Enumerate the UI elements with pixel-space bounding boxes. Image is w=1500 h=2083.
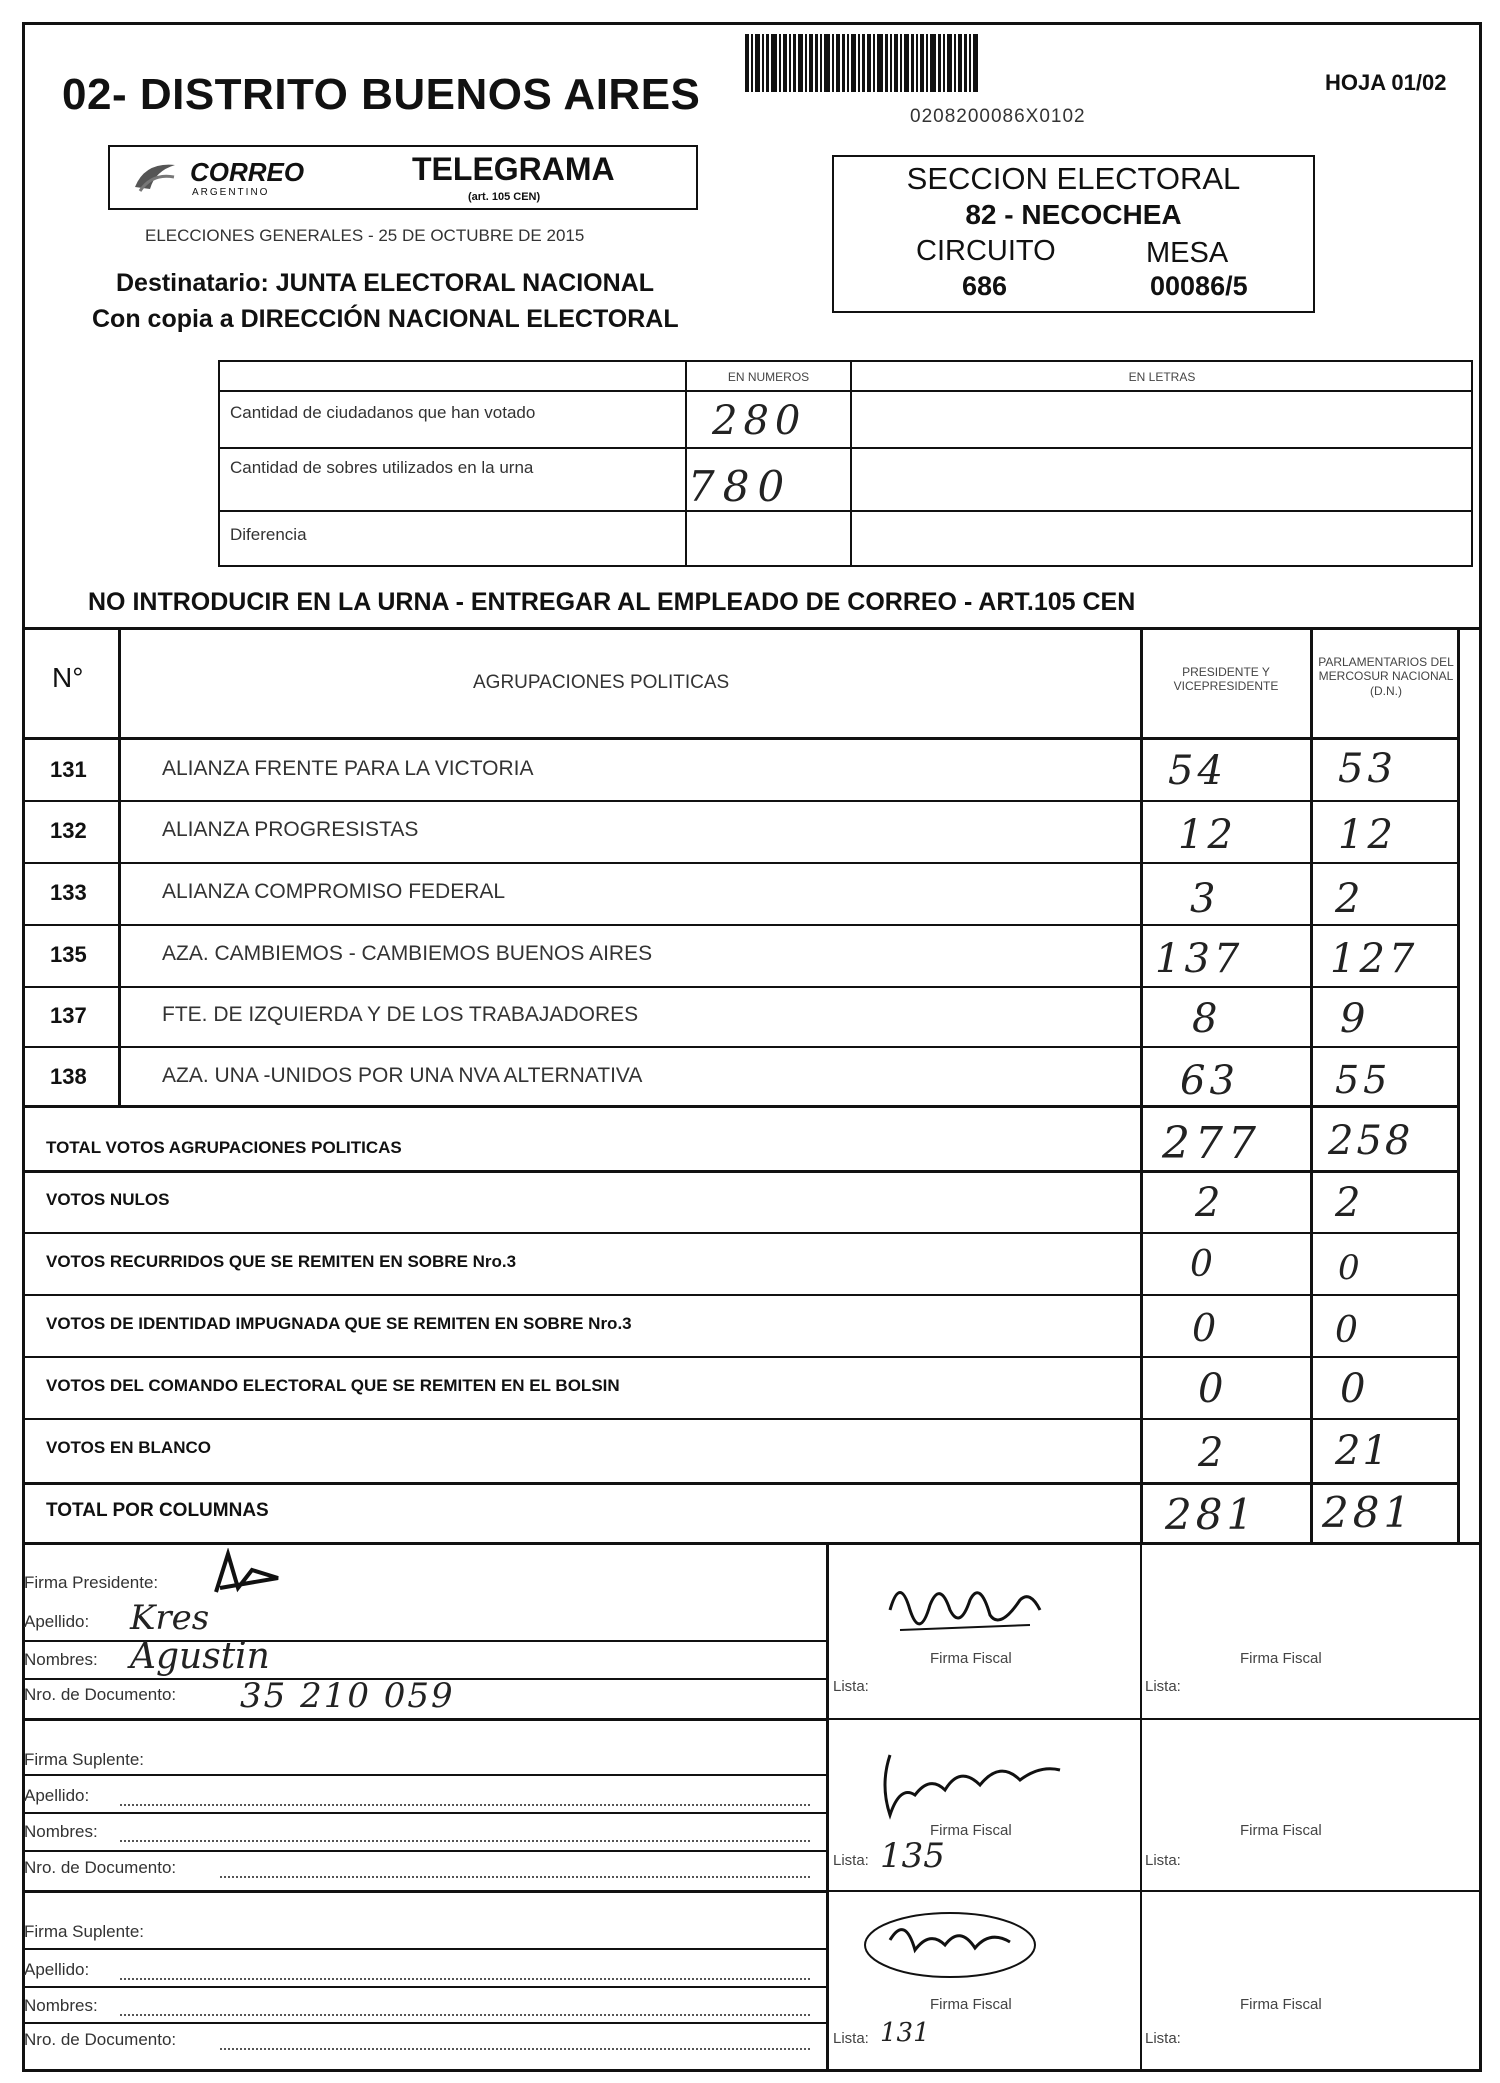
barcode-number: 0208200086X0102	[910, 106, 1086, 127]
elections-date: ELECCIONES GENERALES - 25 DE OCTUBRE DE 2015	[145, 226, 585, 245]
fiscal-signature	[880, 1570, 1050, 1650]
col-num: N°	[52, 662, 84, 693]
party-number: 131	[50, 757, 87, 782]
party-number: 135	[50, 942, 87, 967]
party-number: 133	[50, 880, 87, 905]
party-name: ALIANZA PROGRESISTAS	[162, 818, 419, 841]
apellido-label: Apellido:	[24, 1960, 90, 1979]
fiscal-label: Firma Fiscal	[1240, 1822, 1322, 1839]
summary-parl: 0	[1335, 1310, 1358, 1351]
correo-label: CORREO	[190, 157, 305, 187]
section-label: SECCION ELECTORAL	[906, 161, 1241, 196]
party-name: ALIANZA COMPROMISO FEDERAL	[162, 880, 506, 903]
fiscal-signature	[870, 1745, 1070, 1825]
nombres-label: Nombres:	[24, 1996, 98, 2015]
summary-label: VOTOS RECURRIDOS QUE SE REMITEN EN SOBRE Nro.3	[46, 1252, 517, 1271]
party-pres-votes: 63	[1180, 1058, 1239, 1104]
fiscal-label: Firma Fiscal	[930, 1822, 1012, 1839]
lista-label: Lista:	[1145, 2030, 1181, 2047]
lista-value: 131	[880, 2018, 930, 2048]
copy-recipient: Con copia a DIRECCIÓN NACIONAL ELECTORAL	[92, 305, 679, 333]
summary-pres: 0	[1190, 1244, 1213, 1285]
summary-label: VOTOS EN BLANCO	[46, 1438, 211, 1457]
president-signature	[208, 1548, 288, 1598]
firma-suplente-label: Firma Suplente:	[24, 1750, 144, 1769]
summary-parl: 0	[1338, 1248, 1360, 1288]
nombres-value: Agustin	[130, 1636, 270, 1677]
count-number-voters: 280	[712, 398, 807, 444]
lista-label: Lista:	[833, 1678, 869, 1695]
warning-text: NO INTRODUCIR EN LA URNA - ENTREGAR AL EMPLEADO DE CORREO - ART.105 CEN	[88, 588, 1136, 616]
nombres-label: Nombres:	[24, 1650, 98, 1669]
party-parl-votes: 55	[1335, 1058, 1392, 1102]
party-pres-votes: 54	[1168, 748, 1227, 794]
party-pres-votes: 3	[1190, 876, 1216, 922]
party-parl-votes: 53	[1338, 746, 1397, 792]
mesa-value: 00086/5	[1150, 271, 1248, 301]
apellido-label: Apellido:	[24, 1612, 90, 1631]
summary-pres: 2	[1198, 1430, 1224, 1476]
circuit-value: 686	[962, 271, 1008, 301]
summary-parl: 258	[1328, 1118, 1414, 1164]
count-label-difference: Diferencia	[230, 525, 307, 544]
count-label-voters: Cantidad de ciudadanos que han votado	[230, 403, 536, 422]
firma-suplente-label: Firma Suplente:	[24, 1922, 144, 1941]
lista-value: 135	[880, 1836, 945, 1876]
correo-sub: ARGENTINO	[192, 187, 270, 198]
col-parties: AGRUPACIONES POLITICAS	[473, 672, 730, 693]
party-name: AZA. UNA -UNIDOS POR UNA NVA ALTERNATIVA	[162, 1064, 643, 1087]
summary-pres: 281	[1165, 1490, 1258, 1539]
fiscal-label: Firma Fiscal	[930, 1650, 1012, 1667]
summary-label: VOTOS DE IDENTIDAD IMPUGNADA QUE SE REMITEN EN SOBRE Nro.3	[46, 1314, 632, 1333]
doc-label: Nro. de Documento:	[24, 2030, 177, 2049]
apellido-value: Kres	[130, 1598, 210, 1638]
district-title: 02- DISTRITO BUENOS AIRES	[62, 70, 701, 119]
col-numbers: EN NUMEROS	[727, 370, 810, 384]
party-name: AZA. CAMBIEMOS - CAMBIEMOS BUENOS AIRES	[162, 942, 653, 965]
lista-label: Lista:	[833, 1852, 869, 1869]
telegram-title: TELEGRAMA	[412, 151, 615, 187]
sheet-number: HOJA 01/02	[1325, 70, 1447, 95]
summary-parl: 2	[1335, 1180, 1361, 1226]
party-number: 137	[50, 1003, 87, 1028]
doc-value: 35 210 059	[240, 1676, 455, 1716]
lista-label: Lista:	[1145, 1852, 1181, 1869]
party-name: ALIANZA FRENTE PARA LA VICTORIA	[162, 757, 534, 780]
nombres-label: Nombres:	[24, 1822, 98, 1841]
summary-label: TOTAL VOTOS AGRUPACIONES POLITICAS	[46, 1138, 402, 1157]
summary-pres: 0	[1198, 1366, 1224, 1412]
doc-label: Nro. de Documento:	[24, 1685, 177, 1704]
col-letters: EN LETRAS	[1128, 370, 1196, 384]
fiscal-signature	[860, 1900, 1060, 1985]
apellido-label: Apellido:	[24, 1786, 90, 1805]
party-parl-votes: 12	[1338, 812, 1397, 858]
fiscal-label: Firma Fiscal	[1240, 1996, 1322, 2013]
summary-label: TOTAL POR COLUMNAS	[46, 1500, 269, 1521]
summary-parl: 21	[1335, 1428, 1390, 1474]
party-pres-votes: 12	[1178, 812, 1237, 858]
count-number-envelopes: 780	[688, 462, 793, 511]
party-number: 132	[50, 818, 87, 843]
summary-pres: 277	[1162, 1118, 1261, 1169]
summary-parl: 281	[1322, 1488, 1415, 1537]
col-president: PRESIDENTE Y VICEPRESIDENTE	[1173, 665, 1279, 694]
section-box	[832, 155, 1315, 313]
correo-logo-icon	[130, 157, 180, 197]
party-parl-votes: 2	[1335, 876, 1361, 922]
lista-label: Lista:	[833, 2030, 869, 2047]
circuit-label: CIRCUITO	[916, 235, 1056, 267]
doc-label: Nro. de Documento:	[24, 1858, 177, 1877]
section-value: 82 - NECOCHEA	[965, 199, 1182, 230]
fiscal-label: Firma Fiscal	[1240, 1650, 1322, 1667]
telegram-header-box	[108, 145, 698, 210]
col-parliament: PARLAMENTARIOS DEL MERCOSUR NACIONAL (D.N.)	[1318, 655, 1454, 698]
party-parl-votes: 9	[1340, 996, 1366, 1042]
party-parl-votes: 127	[1330, 936, 1419, 982]
summary-label: VOTOS NULOS	[46, 1190, 170, 1209]
party-name: FTE. DE IZQUIERDA Y DE LOS TRABAJADORES	[162, 1003, 639, 1026]
mesa-label: MESA	[1146, 237, 1229, 269]
telegram-sub: (art. 105 CEN)	[468, 191, 541, 203]
summary-pres: 0	[1192, 1306, 1217, 1350]
party-pres-votes: 137	[1155, 936, 1244, 982]
count-label-envelopes: Cantidad de sobres utilizados en la urna	[230, 458, 534, 477]
summary-pres: 2	[1195, 1180, 1221, 1226]
party-pres-votes: 8	[1192, 996, 1218, 1042]
firma-presidente-label: Firma Presidente:	[24, 1573, 159, 1592]
fiscal-label: Firma Fiscal	[930, 1996, 1012, 2013]
lista-label: Lista:	[1145, 1678, 1181, 1695]
recipient: Destinatario: JUNTA ELECTORAL NACIONAL	[116, 269, 655, 297]
summary-parl: 0	[1340, 1366, 1366, 1412]
party-number: 138	[50, 1064, 87, 1089]
barcode	[745, 34, 980, 94]
summary-label: VOTOS DEL COMANDO ELECTORAL QUE SE REMITEN EN EL BOLSIN	[46, 1376, 620, 1395]
